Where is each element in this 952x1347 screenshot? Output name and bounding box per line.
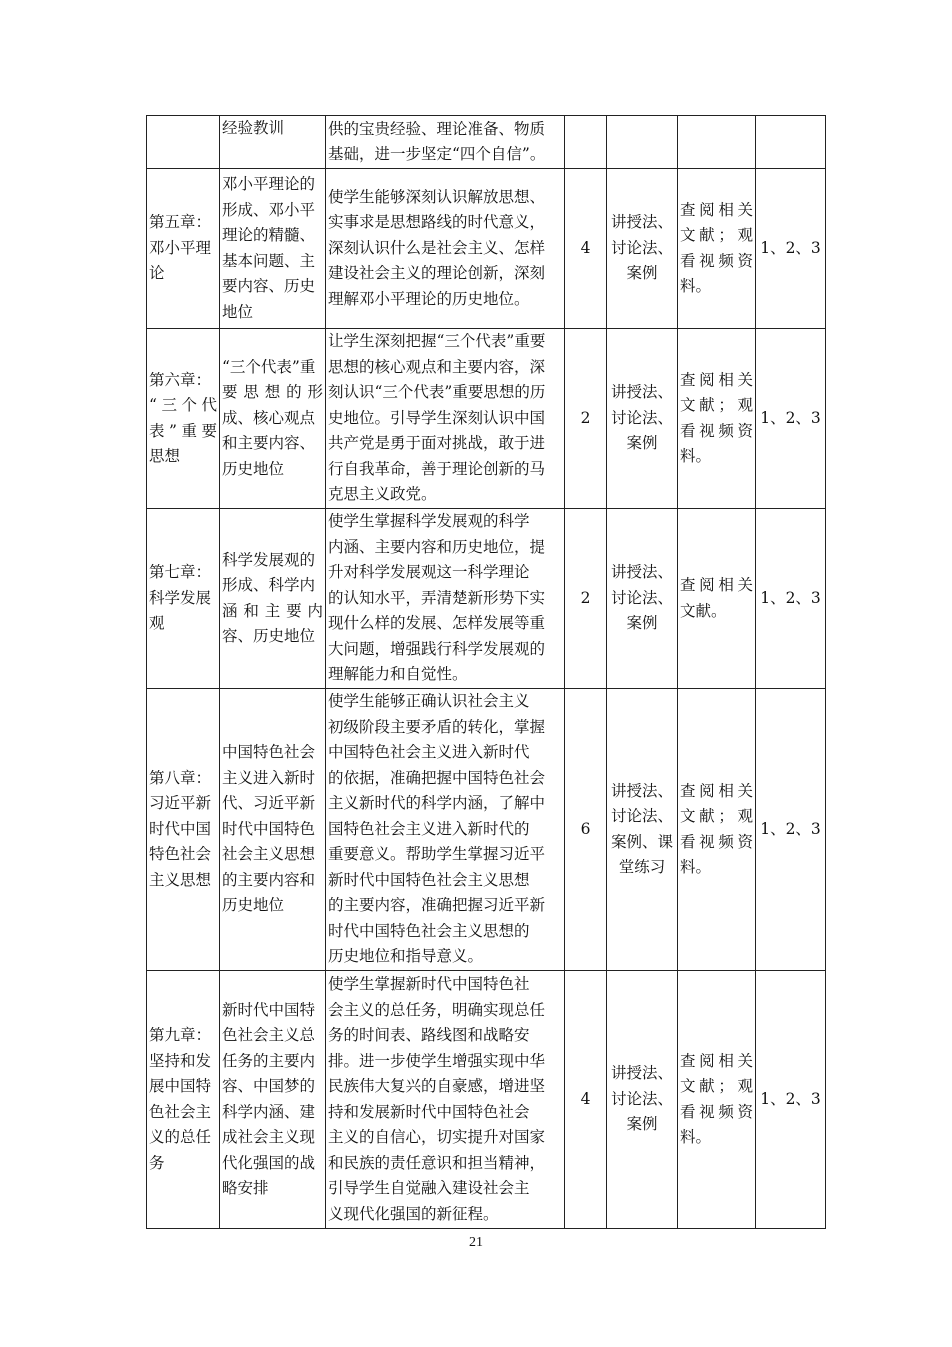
goal-line: 使学生能够正确认识社会主义	[328, 692, 530, 711]
goal-line: 主义的自信心，切实提升对国家	[328, 1128, 546, 1146]
resources-line: 料。	[680, 447, 712, 465]
resources-line: 查阅相关	[680, 370, 753, 389]
goal-line: 基础，进一步坚定“四个自信”。	[328, 145, 546, 163]
chapter-line: 展中国特	[149, 1077, 212, 1095]
topic-line: “三个代表”重	[222, 357, 316, 376]
method-line: 讲授法、	[610, 563, 673, 582]
goal-line: 让学生深刻把握“三个代表”重要	[328, 332, 546, 351]
resources-line: 看视频资	[680, 421, 753, 440]
goal-line: 引导学生自觉融入建设社会主	[328, 1179, 530, 1197]
table-row	[147, 971, 826, 1229]
table-row	[147, 116, 826, 169]
goal-line: 务的时间表、路线图和战略安	[328, 1026, 530, 1044]
topic-cell	[220, 689, 326, 971]
goal-line: 共产党是勇于面对挑战，敢于进	[328, 434, 546, 453]
topic-line: 的主要内容和	[222, 870, 316, 889]
topic-line: 历史地位	[222, 459, 285, 478]
goal-cell	[326, 509, 565, 689]
goal-line: 理解邓小平理论的历史地位。	[328, 289, 530, 308]
objectives-cell: 1、2、3	[756, 329, 826, 509]
goal-line: 深刻认识什么是社会主义、怎样	[328, 238, 546, 257]
topic-line: 科学发展观的	[222, 550, 316, 569]
resources-cell	[678, 509, 756, 689]
chapter-cell	[147, 689, 220, 971]
goal-line: 史地位。引导学生深刻认识中国	[328, 408, 546, 427]
hours-cell: 4	[565, 971, 607, 1229]
topic-line: 色社会主义总	[222, 1026, 316, 1044]
goal-line: 内涵、主要内容和历史地位，提	[328, 537, 546, 556]
chapter-line: 科学发展	[149, 588, 212, 607]
resources-cell	[678, 971, 756, 1229]
goal-line: 会主义的总任务，明确实现总任	[328, 1000, 546, 1019]
goal-line: 升对科学发展观这一科学理论	[328, 563, 530, 582]
method-cell	[607, 509, 678, 689]
method-line: 堂练习	[618, 858, 666, 876]
goal-line: 思想的核心观点和主要内容，深	[328, 357, 546, 376]
method-line: 讲授法、	[610, 213, 673, 232]
resources-line: 看视频资	[680, 832, 753, 851]
course-syllabus-table	[146, 115, 826, 1229]
topic-line: 和主要内容、	[222, 434, 316, 453]
method-line: 讨论法、	[610, 1089, 673, 1108]
resources-line: 文献；观	[680, 1077, 753, 1095]
objectives-cell	[756, 116, 826, 169]
chapter-line: 第五章：	[149, 213, 212, 232]
topic-line: 中国特色社会	[222, 743, 316, 762]
resources-cell	[678, 329, 756, 509]
goal-line: 和民族的责任意识和担当精神，	[328, 1153, 546, 1172]
method-line: 案例	[626, 1115, 658, 1134]
topic-line: 基本问题、主	[222, 251, 316, 270]
chapter-line: 观	[149, 614, 165, 633]
topic-cell	[220, 116, 326, 169]
method-line: 讨论法、	[610, 408, 673, 427]
topic-line: 主义进入新时	[222, 768, 316, 787]
topic-line: 容、中国梦的	[222, 1077, 316, 1095]
resources-line: 看视频资	[680, 251, 753, 270]
resources-line: 文献；观	[680, 226, 753, 244]
resources-line: 文献；观	[680, 807, 753, 825]
chapter-line: “三个代	[149, 396, 217, 414]
resources-line: 看视频资	[680, 1102, 753, 1121]
goal-cell	[326, 116, 565, 169]
method-line: 讨论法、	[610, 807, 673, 825]
goal-line: 的主要内容，准确把握习近平新	[328, 896, 546, 915]
method-line: 讲授法、	[610, 781, 673, 800]
method-line: 讲授法、	[610, 1064, 673, 1083]
method-line: 案例、课	[610, 832, 673, 851]
goal-cell	[326, 971, 565, 1229]
goal-cell	[326, 689, 565, 971]
topic-line: 邓小平理论的	[222, 175, 316, 193]
method-cell	[607, 329, 678, 509]
resources-cell	[678, 689, 756, 971]
goal-line: 重要意义。帮助学生掌握习近平	[328, 845, 546, 864]
resources-line: 料。	[680, 277, 712, 295]
topic-line: 成、核心观点	[222, 408, 316, 427]
topic-line: 理论的精髓、	[222, 226, 316, 244]
resources-line: 料。	[680, 1128, 712, 1146]
resources-line: 料。	[680, 858, 712, 876]
goal-line: 供的宝贵经验、理论准备、物质	[328, 119, 546, 138]
objectives-cell: 1、2、3	[756, 509, 826, 689]
goal-line: 实事求是思想路线的时代意义，	[328, 213, 546, 232]
topic-cell	[220, 329, 326, 509]
resources-line: 查阅相关	[680, 781, 753, 800]
goal-line: 行自我革命，善于理论创新的马	[328, 459, 546, 478]
resources-line: 查阅相关	[680, 200, 753, 219]
topic-line: 略安排	[222, 1179, 269, 1197]
chapter-line: 思想	[149, 447, 181, 465]
topic-line: 容、历史地位	[222, 627, 316, 645]
chapter-line: 主义思想	[149, 870, 212, 889]
method-line: 案例	[626, 264, 658, 283]
goal-line: 义现代化强国的新征程。	[328, 1204, 499, 1223]
chapter-line: 第六章：	[149, 370, 212, 389]
chapter-line: 第八章：	[149, 768, 212, 787]
goal-line: 理解能力和自觉性。	[328, 665, 468, 684]
goal-cell	[326, 169, 565, 329]
resources-line: 文献。	[680, 601, 727, 620]
topic-line: 社会主义思想	[222, 845, 316, 864]
table-row	[147, 509, 826, 689]
objectives-cell: 1、2、3	[756, 169, 826, 329]
topic-line: 要思想的形	[222, 383, 323, 402]
resources-line: 文献；观	[680, 396, 753, 414]
resources-line: 查阅相关	[680, 1051, 753, 1070]
goal-line: 国特色社会主义进入新时代的	[328, 819, 530, 838]
goal-line: 时代中国特色社会主义思想的	[328, 921, 530, 940]
goal-line: 主义新时代的科学内涵，了解中	[328, 794, 546, 813]
chapter-line: 邓小平理	[149, 238, 212, 257]
topic-line: 任务的主要内	[222, 1051, 316, 1070]
topic-line: 新时代中国特	[222, 1000, 316, 1019]
method-line: 案例	[626, 614, 658, 633]
goal-line: 初级阶段主要矛盾的转化，掌握	[328, 717, 546, 736]
topic-cell	[220, 169, 326, 329]
resources-cell	[678, 116, 756, 169]
topic-cell	[220, 971, 326, 1229]
chapter-line: 第七章：	[149, 563, 212, 582]
chapter-line: 第九章：	[149, 1026, 212, 1044]
topic-line: 要内容、历史	[222, 277, 316, 295]
table-row	[147, 329, 826, 509]
chapter-line: 色社会主	[149, 1102, 212, 1121]
method-line: 讨论法、	[610, 238, 673, 257]
chapter-line: 论	[149, 264, 165, 283]
goal-line: 的依据，准确把握中国特色社会	[328, 768, 546, 787]
hours-cell: 6	[565, 689, 607, 971]
goal-line: 中国特色社会主义进入新时代	[328, 743, 530, 762]
goal-line: 民族伟大复兴的自豪感，增进坚	[328, 1077, 546, 1095]
method-line: 讨论法、	[610, 588, 673, 607]
chapter-cell	[147, 169, 220, 329]
topic-line: 形成、邓小平	[222, 200, 316, 219]
topic-line: 经验教训	[222, 119, 285, 137]
goal-line: 建设社会主义的理论创新，深刻	[328, 264, 546, 283]
topic-line: 科学内涵、建	[222, 1102, 316, 1121]
chapter-line: 坚持和发	[149, 1051, 212, 1070]
chapter-cell	[147, 509, 220, 689]
goal-line: 使学生掌握科学发展观的科学	[328, 512, 530, 531]
chapter-line: 特色社会	[149, 845, 212, 864]
topic-line: 代化强国的战	[222, 1153, 316, 1172]
goal-cell	[326, 329, 565, 509]
goal-line: 新时代中国特色社会主义思想	[328, 870, 530, 889]
topic-line: 历史地位	[222, 896, 285, 915]
resources-line: 查阅相关	[680, 576, 753, 594]
method-cell	[607, 689, 678, 971]
chapter-cell	[147, 971, 220, 1229]
method-cell	[607, 116, 678, 169]
goal-line: 刻认识“三个代表”重要思想的历	[328, 383, 546, 402]
table-row	[147, 169, 826, 329]
chapter-line: 时代中国	[149, 819, 212, 838]
topic-line: 涵和主要内	[222, 601, 323, 620]
goal-line: 使学生掌握新时代中国特色社	[328, 975, 530, 993]
goal-line: 大问题，增强践行科学发展观的	[328, 639, 546, 658]
chapter-cell	[147, 329, 220, 509]
topic-line: 代、习近平新	[222, 794, 316, 813]
chapter-line: 务	[149, 1153, 165, 1172]
topic-cell	[220, 509, 326, 689]
goal-line: 排。进一步使学生增强实现中华	[328, 1051, 546, 1070]
method-cell	[607, 971, 678, 1229]
table-row	[147, 689, 826, 971]
chapter-line: 义的总任	[149, 1128, 212, 1146]
goal-line: 持和发展新时代中国特色社会	[328, 1102, 530, 1121]
hours-cell: 4	[565, 169, 607, 329]
chapter-line: 表”重要	[149, 421, 217, 440]
topic-line: 时代中国特色	[222, 819, 316, 838]
objectives-cell: 1、2、3	[756, 971, 826, 1229]
goal-line: 使学生能够深刻认识解放思想、	[328, 187, 546, 206]
hours-cell: 2	[565, 509, 607, 689]
method-line: 案例	[626, 434, 658, 453]
resources-cell	[678, 169, 756, 329]
goal-line: 现什么样的发展、怎样发展等重	[328, 614, 546, 633]
hours-cell	[565, 116, 607, 169]
chapter-line: 习近平新	[149, 794, 212, 813]
goal-line: 历史地位和指导意义。	[328, 947, 484, 966]
hours-cell: 2	[565, 329, 607, 509]
chapter-cell	[147, 116, 220, 169]
objectives-cell: 1、2、3	[756, 689, 826, 971]
method-line: 讲授法、	[610, 383, 673, 402]
topic-line: 地位	[222, 302, 254, 321]
page-number: 21	[469, 1235, 483, 1250]
topic-line: 形成、科学内	[222, 576, 316, 594]
goal-line: 克思主义政党。	[328, 485, 437, 504]
goal-line: 的认知水平，弄清楚新形势下实	[328, 588, 546, 607]
topic-line: 成社会主义现	[222, 1128, 316, 1146]
method-cell	[607, 169, 678, 329]
